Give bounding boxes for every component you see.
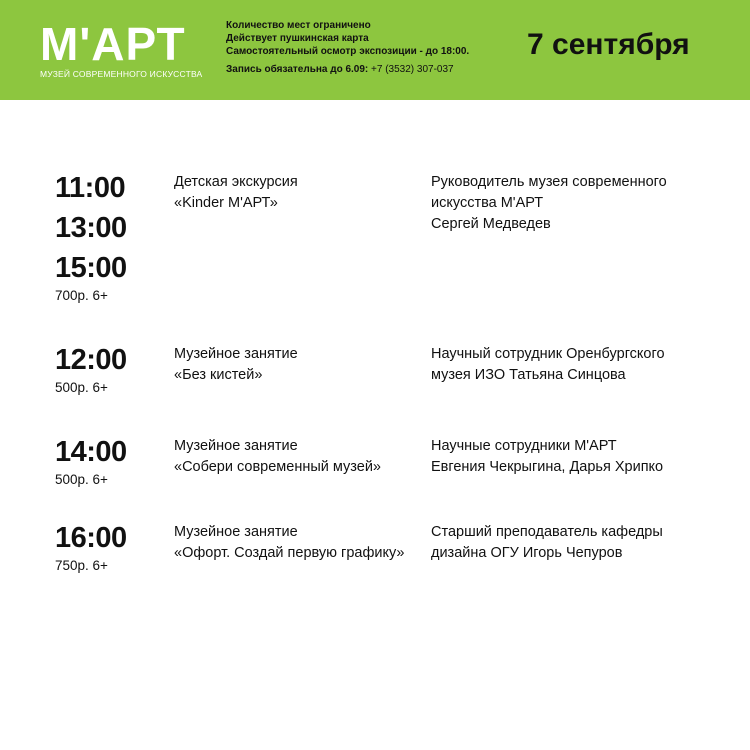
event-host-line: дизайна ОГУ Игорь Чепуров: [431, 545, 623, 561]
time-slot: 12:00: [55, 344, 127, 376]
event-title-line: «Без кистей»: [174, 367, 263, 383]
phone-number[interactable]: +7 (3532) 307-037: [371, 64, 454, 75]
event-date: 7 сентября: [527, 28, 690, 61]
info-line: Количество мест ограничено: [226, 20, 371, 31]
event-title-line: Музейное занятие: [174, 524, 298, 540]
price-age: 700р. 6+: [55, 288, 108, 303]
info-line: Самостоятельный осмотр экспозиции - до 18:00.: [226, 46, 470, 57]
event-title: [174, 436, 381, 478]
event-title-line: «Kinder М'АРТ»: [174, 195, 278, 211]
info-line: Действует пушкинская карта: [226, 33, 369, 44]
time-slot: 13:00: [55, 212, 127, 244]
event-host: [431, 522, 663, 564]
event-host-line: музея ИЗО Татьяна Синцова: [431, 367, 626, 383]
event-host: [431, 436, 663, 478]
event-title-line: «Собери современный музей»: [174, 459, 382, 475]
event-title-line: Музейное занятие: [174, 438, 298, 454]
time-column: [55, 432, 127, 487]
header-banner: [0, 0, 750, 100]
museum-logo-subtitle: МУЗЕЙ СОВРЕМЕННОГО ИСКУССТВА: [40, 69, 203, 79]
event-host-line: Сергей Медведев: [431, 216, 551, 232]
event-host-line: Научные сотрудники М'АРТ: [431, 438, 617, 454]
event-title-line: Детская экскурсия: [174, 174, 298, 190]
event-host-line: Евгения Чекрыгина, Дарья Хрипко: [431, 459, 664, 475]
time-column: [55, 168, 127, 303]
time-slot: 16:00: [55, 522, 127, 554]
time-column: [55, 518, 127, 573]
time-column: [55, 340, 127, 395]
info-block: [226, 19, 469, 76]
museum-logo: М'АРТ: [40, 18, 186, 70]
event-title: [174, 344, 298, 386]
booking-line: [226, 63, 469, 76]
event-title-line: «Офорт. Создай первую графику»: [174, 545, 405, 561]
price-age: 500р. 6+: [55, 380, 108, 395]
event-host-line: искусства М'АРТ: [431, 195, 544, 211]
event-host-line: Руководитель музея современного: [431, 174, 667, 190]
time-slot: 14:00: [55, 436, 127, 468]
event-title-line: Музейное занятие: [174, 346, 298, 362]
time-slot: 15:00: [55, 252, 127, 284]
time-slot: 11:00: [55, 172, 126, 204]
event-host-line: Научный сотрудник Оренбургского: [431, 346, 665, 362]
event-title: [174, 522, 404, 564]
event-host: [431, 172, 667, 235]
event-title: [174, 172, 298, 214]
event-host: [431, 344, 665, 386]
booking-label: Запись обязательна до 6.09:: [226, 64, 369, 75]
price-age: 500р. 6+: [55, 472, 108, 487]
event-host-line: Старший преподаватель кафедры: [431, 524, 663, 540]
price-age: 750р. 6+: [55, 558, 108, 573]
